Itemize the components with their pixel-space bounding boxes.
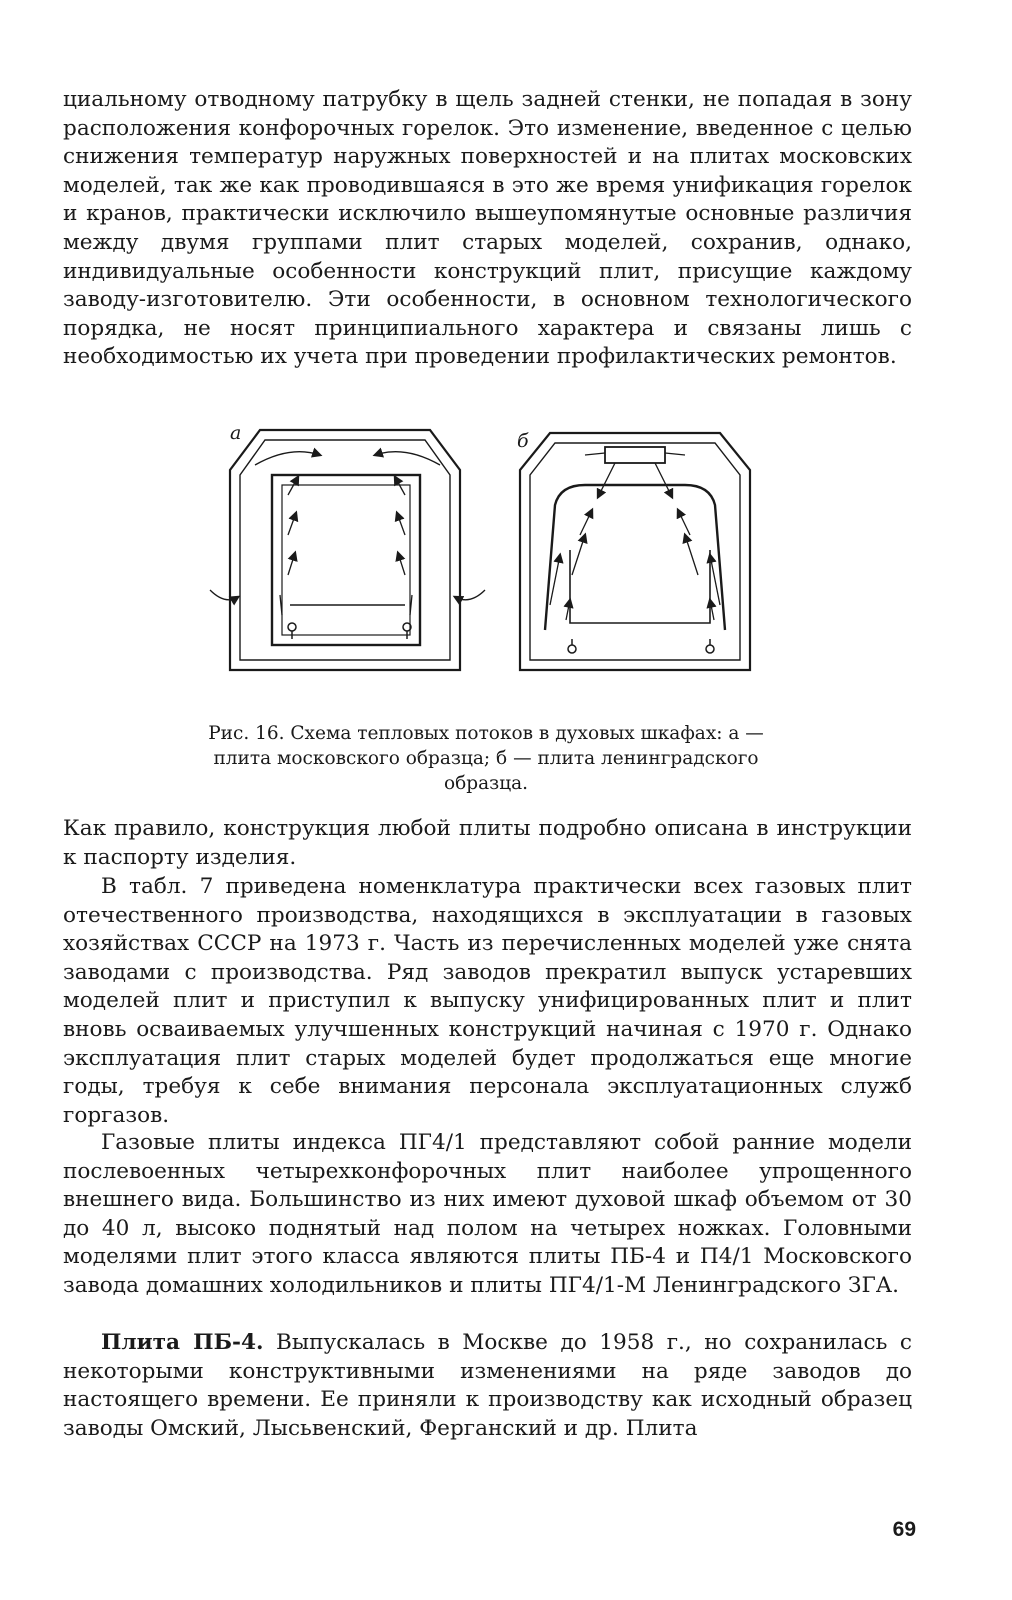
figure-16: [200, 425, 780, 685]
heat-flow-diagram: [200, 425, 780, 685]
figure-label-a: а: [230, 425, 242, 444]
figure-caption: Рис. 16. Схема тепловых потоков в духовых шкафах: а — плита московского образца; б — плита ленинградского образца.: [208, 722, 764, 794]
paragraph-pb4: [63, 1329, 912, 1443]
paragraph-pg41: Газовые плиты индекса ПГ4/1 представляют собой ранние модели послевоенных четырехконфорочных плит наиболее упрощенного внешнего вида. Большинство из них имеют духовой шкаф объемом от 30 до 40 л, высоко поднятый над полом на четырех ножках. Головными моделями плит этого класса являются плиты ПБ-4 и П4/1 Московского завода домашних холодильников и плиты ПГ4/1-М Ленинградского ЗГА.: [63, 1130, 912, 1298]
page-number: 69: [892, 1518, 916, 1541]
paragraph-continuation: циальному отводному патрубку в щель задней стенки, не попадая в зону расположения конфорочных горелок. Это изменение, введенное с целью снижения температур наружных поверхностей и на плитах московских моделей, так же как проводившаяся в это же время унификация горелок и кранов, практически исключило вышеупомянутые основные различия между двумя группами плит старых моделей, сохранив, однако, индивидуальные особенности конструкций плит, присущие каждому заводу-изготовителю. Эти особенности, в основном технологического порядка, не носят принципиального характера и связаны лишь с необходимостью их учета при проведении профилактических ремонтов.: [63, 87, 912, 370]
pb4-text: Выпускалась в Москве до 1958 г., но сохранилась с некоторыми конструктивными изменениями на ряде заводов до настоящего времени. Ее приняли к производству как исходный образец заводы Омский, Лысьвенский, Ферганский и др. Плита: [63, 1330, 912, 1441]
figure-label-b: б: [517, 430, 529, 452]
pb4-heading: Плита ПБ-4.: [101, 1330, 264, 1355]
scheme-b-oven: [520, 433, 750, 670]
scheme-a-oven: [210, 430, 485, 670]
paragraph-table-7: В табл. 7 приведена номенклатура практически всех газовых плит отечественного производства, находящихся в эксплуатации в газовых хозяйствах СССР на 1973 г. Часть из перечисленных моделей уже снята заводами с производства. Ряд заводов прекратил выпуск устаревших моделей плит и приступил к выпуску унифицированных плит и плит вновь осваиваемых улучшенных конструкций начиная с 1970 г. Однако эксплуатация плит старых моделей будет продолжаться еще многие годы, требуя к себе внимания персонала эксплуатационных служб горгазов.: [63, 874, 912, 1128]
paragraph-instructions: Как правило, конструкция любой плиты подробно описана в инструкции к паспорту изделия.: [63, 816, 912, 870]
